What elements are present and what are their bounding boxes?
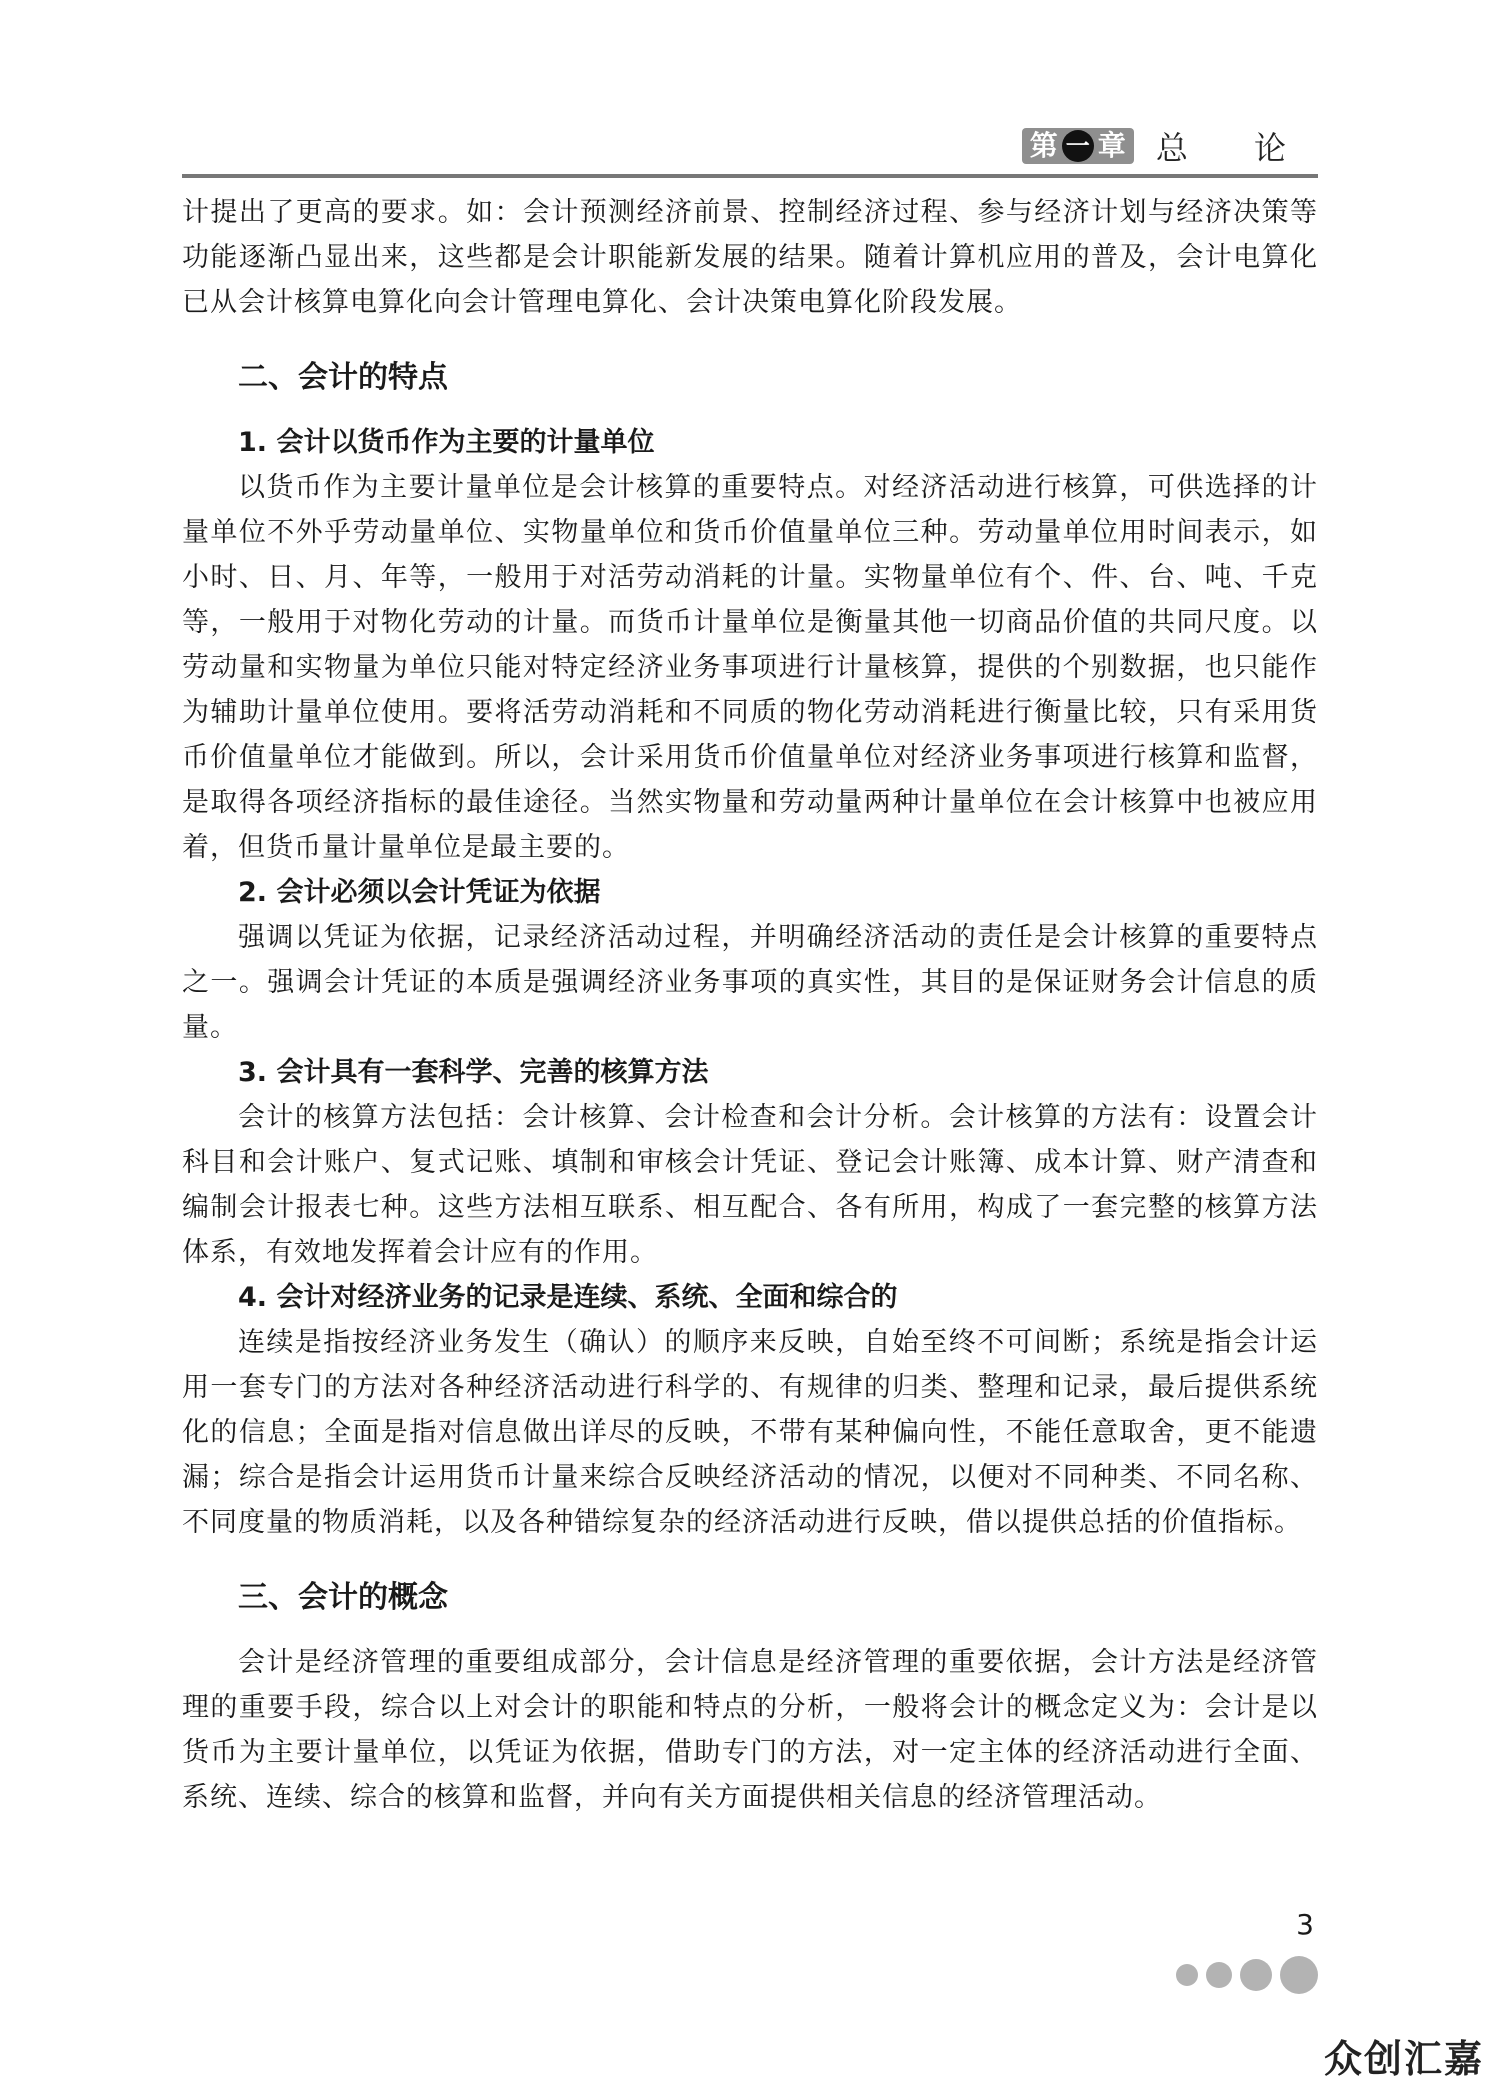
- chapter-prefix: 第: [1029, 129, 1058, 162]
- intro-paragraph: 计提出了更高的要求。如：会计预测经济前景、控制经济过程、参与经济计划与经济决策等功能逐渐凸显出来，这些都是会计职能新发展的结果。随着计算机应用的普及，会计电算化已从会计核算电算化向会计管理电算化、会计决策电算化阶段发展。: [182, 197, 1318, 318]
- subsection-text-1: 以货币作为主要计量单位是会计核算的重要特点。对经济活动进行核算，可供选择的计量单位不外乎劳动量单位、实物量单位和货币价值量单位三种。劳动量单位用时间表示，如小时、日、月、年等，一般用于对活劳动消耗的计量。实物量单位有个、件、台、吨、千克等，一般用于对物化劳动的计量。而货币计量单位是衡量其他一切商品价值的共同尺度。以劳动量和实物量为单位只能对特定经济业务事项进行计量核算，提供的个别数据，也只能作为辅助计量单位使用。要将活劳动消耗和不同质的物化劳动消耗进行衡量比较，只有采用货币价值量单位才能做到。所以，会计采用货币价值量单位对经济业务事项进行核算和监督，是取得各项经济指标的最佳途径。当然实物量和劳动量两种计量单位在会计核算中也被应用着，但货币量计量单位是最主要的。: [182, 472, 1318, 863]
- dot-icon: [1240, 1959, 1272, 1991]
- concept-paragraph: 会计是经济管理的重要组成部分，会计信息是经济管理的重要依据，会计方法是经济管理的重要手段，综合以上对会计的职能和特点的分析，一般将会计的概念定义为：会计是以货币为主要计量单位，以凭证为依据，借助专门的方法，对一定主体的经济活动进行全面、系统、连续、综合的核算和监督，并向有关方面提供相关信息的经济管理活动。: [182, 1647, 1318, 1813]
- dot-icon: [1280, 1956, 1318, 1994]
- chapter-number: 一: [1062, 130, 1094, 162]
- subsection-title-4: 4. 会计对经济业务的记录是连续、系统、全面和综合的: [238, 1282, 898, 1313]
- page-body: [182, 190, 1318, 1820]
- footer-dots-decoration: [1176, 1956, 1318, 1994]
- subsection-title-3: 3. 会计具有一套科学、完善的核算方法: [238, 1057, 709, 1088]
- page-number: 3: [1296, 1908, 1314, 1941]
- chapter-title: 总 论: [1155, 129, 1314, 167]
- subsection-title-1: 1. 会计以货币作为主要的计量单位: [238, 427, 655, 458]
- section-heading-features: 二、会计的特点: [238, 360, 448, 395]
- header-divider: [182, 174, 1318, 178]
- subsection-text-4: 连续是指按经济业务发生（确认）的顺序来反映，自始至终不可间断；系统是指会计运用一套专门的方法对各种经济活动进行科学的、有规律的归类、整理和记录，最后提供系统化的信息；全面是指对信息做出详尽的反映，不带有某种偏向性，不能任意取舍，更不能遗漏；综合是指会计运用货币计量来综合反映经济活动的情况，以便对不同种类、不同名称、不同度量的物质消耗，以及各种错综复杂的经济活动进行反映，借以提供总括的价值指标。: [182, 1327, 1318, 1538]
- dot-icon: [1206, 1962, 1232, 1988]
- subsection-text-3: 会计的核算方法包括：会计核算、会计检查和会计分析。会计核算的方法有：设置会计科目和会计账户、复式记账、填制和审核会计凭证、登记会计账簿、成本计算、财产清查和编制会计报表七种。这些方法相互联系、相互配合、各有所用，构成了一套完整的核算方法体系，有效地发挥着会计应有的作用。: [182, 1102, 1318, 1268]
- chapter-suffix: 章: [1097, 129, 1126, 162]
- chapter-header: [1022, 124, 1314, 168]
- dot-icon: [1176, 1964, 1198, 1986]
- watermark-logo: 众创汇嘉: [1323, 2037, 1484, 2081]
- subsection-title-2: 2. 会计必须以会计凭证为依据: [238, 877, 601, 908]
- subsection-text-2: 强调以凭证为依据，记录经济活动过程，并明确经济活动的责任是会计核算的重要特点之一。强调会计凭证的本质是强调经济业务事项的真实性，其目的是保证财务会计信息的质量。: [182, 922, 1318, 1043]
- chapter-badge: [1022, 128, 1134, 164]
- section-heading-concept: 三、会计的概念: [238, 1580, 448, 1615]
